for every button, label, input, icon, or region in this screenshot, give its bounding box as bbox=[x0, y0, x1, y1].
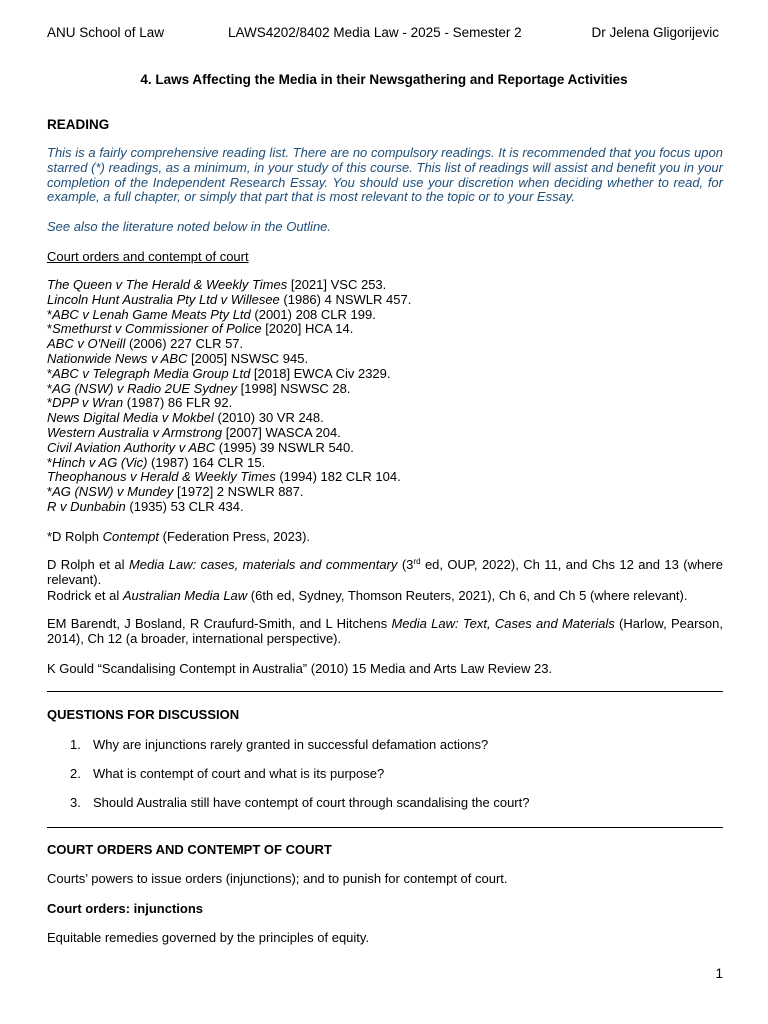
case-name: Nationwide News v ABC bbox=[47, 350, 188, 366]
reference-rolph-contempt: *D Rolph Contempt (Federation Press, 2023). bbox=[47, 529, 311, 544]
question-number: 3. bbox=[70, 795, 81, 810]
case-name: News Digital Media v Mokbel bbox=[47, 410, 214, 426]
question-text: Why are injunctions rarely granted in successful defamation actions? bbox=[93, 737, 489, 752]
case-reference: [2018] EWCA Civ 2329. bbox=[250, 365, 391, 381]
case-citation bbox=[47, 470, 723, 485]
case-name: Smethurst v Commissioner of Police bbox=[52, 321, 262, 337]
case-star: * bbox=[47, 321, 53, 337]
case-reference: (1994) 182 CLR 104. bbox=[275, 469, 401, 485]
case-citation bbox=[47, 441, 723, 456]
case-name: AG (NSW) v Radio 2UE Sydney bbox=[52, 380, 238, 396]
case-star: * bbox=[47, 306, 53, 322]
case-citation bbox=[47, 308, 723, 323]
reference-rodrick: Rodrick et al Australian Media Law (6th ed, Sydney, Thomson Reuters, 2021), Ch 6, and Ch 5 (where relevant). bbox=[47, 588, 688, 603]
case-citation bbox=[47, 293, 723, 308]
case-name: Hinch v AG (Vic) bbox=[52, 454, 148, 470]
case-star: * bbox=[47, 454, 53, 470]
header-course: LAWS4202/8402 Media Law - 2025 - Semester 2 bbox=[228, 25, 522, 40]
reading-subheading: Court orders and contempt of court bbox=[47, 249, 249, 264]
case-name: The Queen v The Herald & Weekly Times bbox=[47, 277, 288, 292]
case-star: * bbox=[47, 365, 53, 381]
case-citation bbox=[47, 352, 723, 367]
section-paragraph: Courts’ powers to issue orders (injunctions); and to punish for contempt of court. bbox=[47, 871, 508, 886]
page-title: 4. Laws Affecting the Media in their Newsgathering and Reportage Activities bbox=[140, 72, 628, 87]
case-name: Lincoln Hunt Australia Pty Ltd v Willesee bbox=[47, 291, 280, 307]
case-citation bbox=[47, 278, 723, 293]
case-reference: (1986) 4 NSWLR 457. bbox=[279, 291, 412, 307]
question-number: 1. bbox=[70, 737, 81, 752]
case-reference: (1935) 53 CLR 434. bbox=[125, 498, 244, 514]
question-text: What is contempt of court and what is its purpose? bbox=[93, 766, 385, 781]
case-reference: (2001) 208 CLR 199. bbox=[250, 306, 376, 322]
case-citation bbox=[47, 426, 723, 441]
case-citation bbox=[47, 456, 723, 471]
reference-barendt: EM Barendt, J Bosland, R Craufurd-Smith, and L Hitchens Media Law: Text, Cases and Materials (Harlow, Pearson, 2014), Ch 12 (a broader, international perspective). bbox=[47, 616, 723, 646]
case-reference: [2007] WASCA 204. bbox=[222, 424, 341, 440]
case-name: Theophanous v Herald & Weekly Times bbox=[47, 469, 276, 485]
questions-heading: QUESTIONS FOR DISCUSSION bbox=[47, 707, 240, 722]
case-citation bbox=[47, 396, 723, 411]
case-reference: (2006) 227 CLR 57. bbox=[125, 336, 244, 352]
case-name: R v Dunbabin bbox=[47, 498, 126, 514]
reference-gould: K Gould “Scandalising Contempt in Australia” (2010) 15 Media and Arts Law Review 23. bbox=[47, 661, 553, 676]
section-subheading: Court orders: injunctions bbox=[47, 901, 203, 916]
case-citation bbox=[47, 367, 723, 382]
case-name: Western Australia v Armstrong bbox=[47, 424, 223, 440]
case-star: * bbox=[47, 484, 53, 500]
header-school: ANU School of Law bbox=[47, 25, 165, 40]
case-list bbox=[47, 278, 723, 515]
question-text: Should Australia still have contempt of court through scandalising the court? bbox=[93, 795, 530, 810]
case-citation bbox=[47, 322, 723, 337]
case-reference: [2021] VSC 253. bbox=[287, 277, 387, 292]
case-citation bbox=[47, 411, 723, 426]
reference-rolph-media-law: D Rolph et al Media Law: cases, materials and commentary (3rd ed, OUP, 2022), Ch 11, and Chs 12 and 13 (where relevant). bbox=[47, 557, 723, 587]
case-citation bbox=[47, 382, 723, 397]
section-paragraph: Equitable remedies governed by the principles of equity. bbox=[47, 930, 370, 945]
question-number: 2. bbox=[70, 766, 81, 781]
divider bbox=[47, 691, 723, 692]
case-star: * bbox=[47, 395, 53, 411]
case-name: Civil Aviation Authority v ABC bbox=[47, 439, 216, 455]
case-star: * bbox=[47, 380, 53, 396]
case-name: DPP v Wran bbox=[52, 395, 124, 411]
case-name: ABC v Lenah Game Meats Pty Ltd bbox=[52, 306, 251, 322]
case-reference: [1998] NSWSC 28. bbox=[237, 380, 351, 396]
case-reference: [2020] HCA 14. bbox=[261, 321, 354, 337]
case-name: ABC v O'Neill bbox=[47, 336, 126, 352]
case-reference: (1987) 86 FLR 92. bbox=[123, 395, 233, 411]
case-citation bbox=[47, 337, 723, 352]
reading-heading: READING bbox=[47, 117, 110, 132]
case-reference: (2010) 30 VR 248. bbox=[213, 410, 324, 426]
case-reference: [2005] NSWSC 945. bbox=[187, 350, 309, 366]
case-citation bbox=[47, 500, 723, 515]
case-reference: (1995) 39 NSWLR 540. bbox=[215, 439, 354, 455]
case-citation bbox=[47, 485, 723, 500]
case-name: AG (NSW) v Mundey bbox=[52, 484, 174, 500]
case-name: ABC v Telegraph Media Group Ltd bbox=[52, 365, 251, 381]
page-number: 1 bbox=[715, 966, 723, 981]
reading-intro: This is a fairly comprehensive reading list. There are no compulsory readings. It is recommended that you focus upon starred (*) readings, as a minimum, in your study of this course. This list of readings will assist and benefit you in your completion of the Independent Research Essay. You should use your discretion when deciding whether to read, for example, a full chapter, or simply that part that is most relevant to the topic or to your Essay. bbox=[47, 145, 723, 205]
divider bbox=[47, 827, 723, 828]
section-heading: COURT ORDERS AND CONTEMPT OF COURT bbox=[47, 842, 332, 857]
case-reference: (1987) 164 CLR 15. bbox=[147, 454, 266, 470]
reading-see-also: See also the literature noted below in the Outline. bbox=[47, 219, 332, 234]
case-reference: [1972] 2 NSWLR 887. bbox=[173, 484, 304, 500]
header-lecturer: Dr Jelena Gligorijevic bbox=[591, 25, 719, 40]
